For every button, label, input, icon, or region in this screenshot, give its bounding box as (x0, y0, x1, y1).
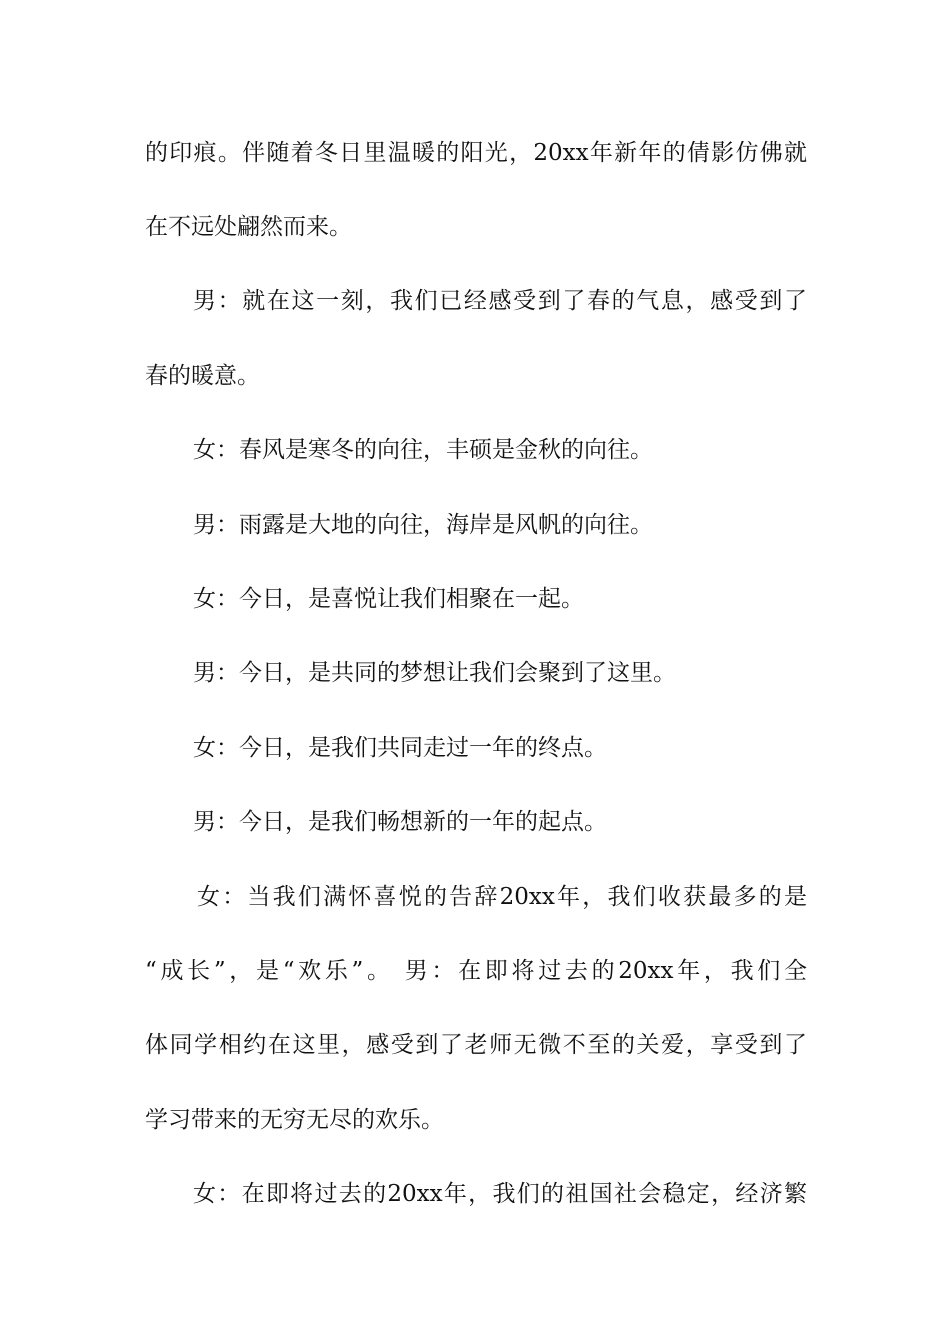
text-line-7: 女：今日，是喜悦让我们相聚在一起。 (193, 586, 584, 612)
text-line-9: 女：今日，是我们共同走过一年的终点。 (193, 735, 607, 761)
text-line-8: 男：今日，是共同的梦想让我们会聚到了这里。 (193, 660, 676, 686)
text-line-6: 男：雨露是大地的向往，海岸是风帆的向往。 (193, 512, 653, 538)
text-line-4: 春的暖意。 (145, 363, 260, 389)
text-line-2: 在不远处翩然而来。 (145, 214, 352, 240)
text-line-13: 体同学相约在这里，感受到了老师无微不至的关爱，享受到了 (145, 1032, 807, 1058)
text-line-3: 男：就在这一刻，我们已经感受到了春的气息，感受到了 (193, 288, 807, 314)
text-line-14: 学习带来的无穷无尽的欢乐。 (145, 1107, 444, 1133)
text-line-15: 女：在即将过去的20xx年，我们的祖国社会稳定，经济繁 (193, 1181, 807, 1207)
text-line-10: 男：今日，是我们畅想新的一年的起点。 (193, 809, 607, 835)
text-line-1: 的印痕。伴随着冬日里温暖的阳光，20xx年新年的倩影仿佛就 (145, 140, 807, 166)
text-line-5: 女：春风是寒冬的向往，丰硕是金秋的向往。 (193, 437, 653, 463)
text-line-11: 女：当我们满怀喜悦的告辞20xx年，我们收获最多的是 (197, 884, 807, 910)
text-line-12: “成长”，是“欢乐”。 男：在即将过去的20xx年，我们全 (145, 958, 807, 984)
